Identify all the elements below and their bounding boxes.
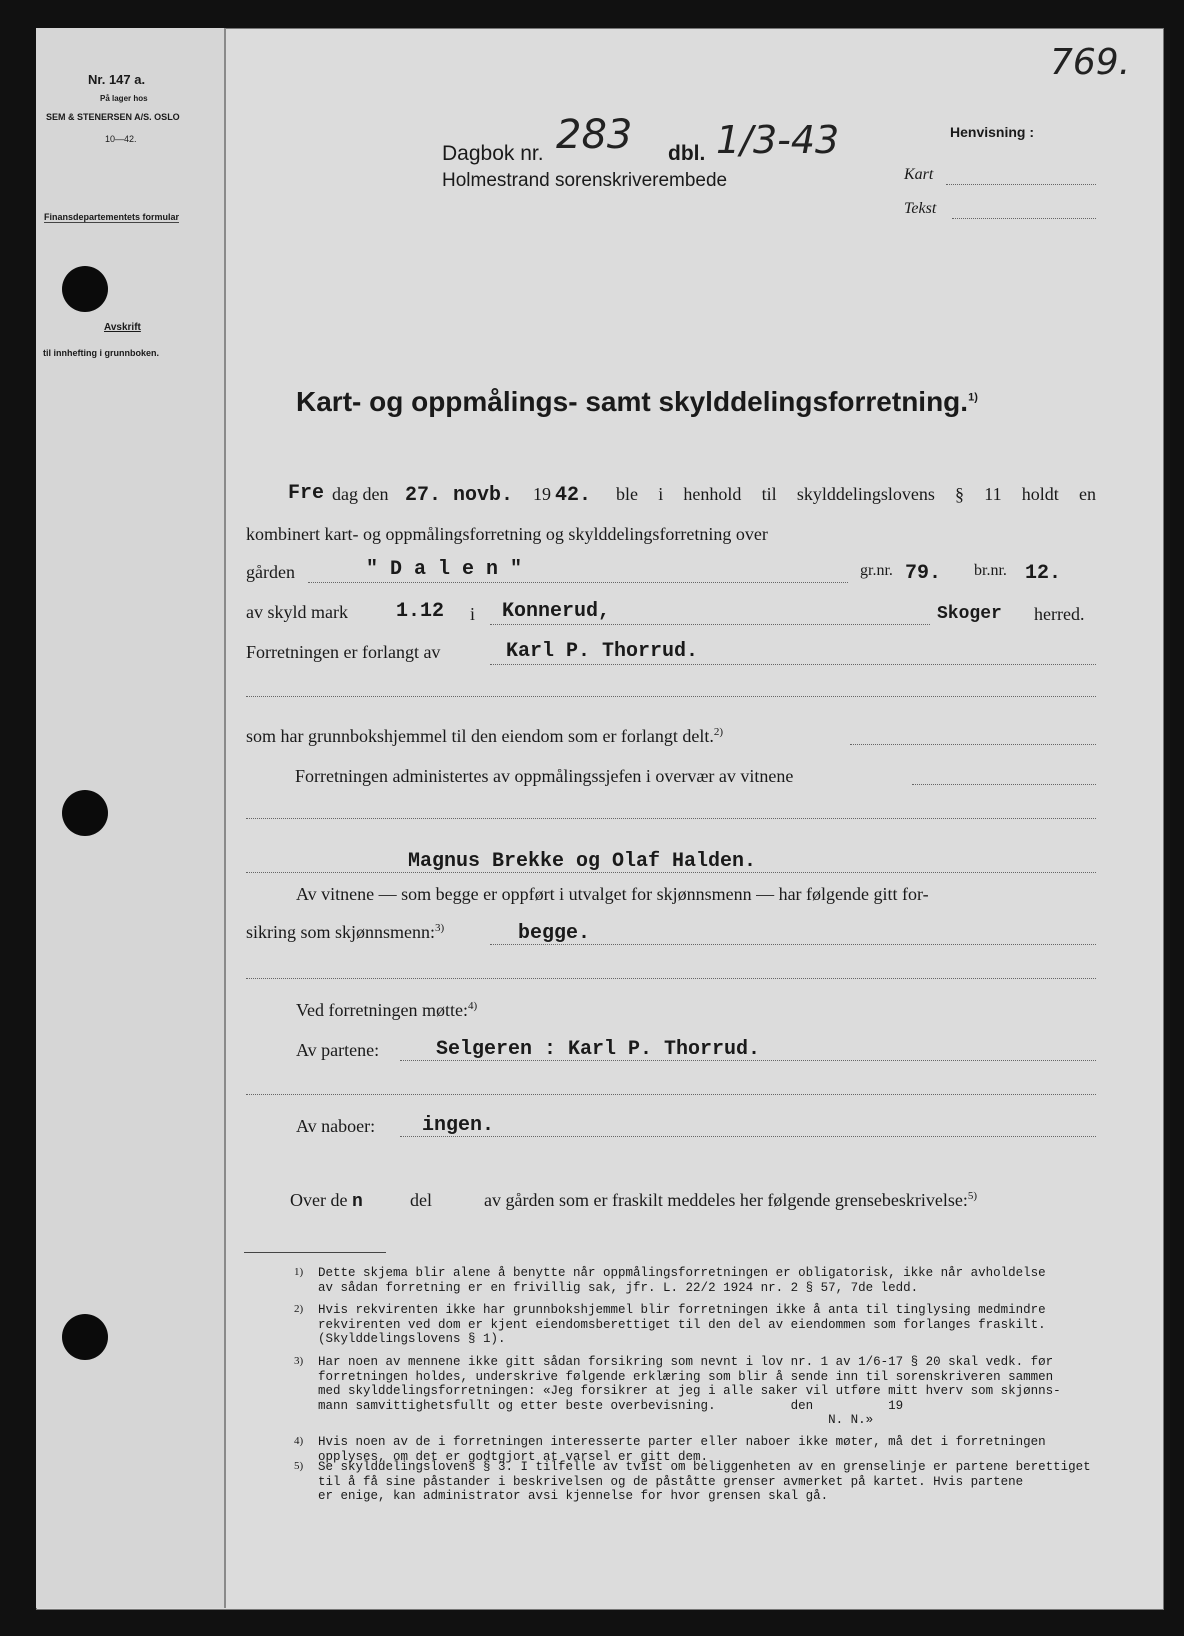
footnote-line: av sådan forretning er en frivillig sak, jfr. L. 22/2 1924 nr. 2 § 57, 7de ledd. — [318, 1280, 919, 1295]
vitnene-footnote-ref: 3) — [435, 922, 445, 934]
punch-hole-middle — [62, 790, 108, 836]
over-footnote-ref: 5) — [967, 1190, 977, 1202]
tekst-line — [952, 218, 1096, 219]
footnote-number: 2) — [294, 1303, 304, 1315]
footnote-line: Dette skjema blir alene å benytte når oppmålingsforretningen er obligatorisk, ikke når avholdelse — [318, 1266, 1046, 1280]
avskrift-label: Avskrift — [104, 322, 141, 333]
garden-name: " D a l e n " — [366, 558, 523, 581]
footnote-line: Se skylddelingslovens § 3. I tilfelle av tvist om beliggenheten av en grenselinje er partene berettiget — [318, 1460, 1091, 1474]
dagbok-date: 1/3-43 — [716, 118, 840, 162]
tekst-label: Tekst — [904, 200, 937, 217]
blank-line-2 — [246, 818, 1096, 819]
vitnene-line1: Av vitnene — som begge er oppført i utvalget for skjønnsmenn — har følgende gitt for- — [296, 884, 929, 904]
year-prefix: 19 — [533, 484, 551, 504]
blank-line-3 — [246, 978, 1096, 979]
forlangt-line — [490, 664, 1096, 665]
place-name: Konnerud, — [502, 600, 611, 623]
blank-line-1 — [246, 696, 1096, 697]
grunnbok-text — [246, 726, 723, 747]
naboer-line — [400, 1136, 1096, 1137]
forlangt-name: Karl P. Thorrud. — [506, 640, 699, 663]
year-typed: 42. — [555, 484, 592, 507]
footnote-line: Hvis noen av de i forretningen interesserte parter eller naboer ikke møter, må det i forretningen — [318, 1435, 1046, 1449]
dag-den-label: dag den — [332, 484, 389, 504]
witnesses-typed: Magnus Brekke og Olaf Halden. — [408, 850, 757, 873]
office-name: Holmestrand sorenskriverembede — [442, 170, 728, 191]
form-number: Nr. 147 a. — [88, 72, 146, 87]
footnote-number: 3) — [294, 1355, 304, 1367]
partene-value: Selgeren : Karl P. Thorrud. — [436, 1038, 761, 1061]
vitnene-line — [490, 944, 1096, 945]
footnote-number: 4) — [294, 1435, 304, 1447]
witnesses-line — [246, 872, 1096, 873]
grunnbok-line: som har grunnbokshjemmel til den eiendom som er forlangt delt. — [246, 726, 714, 746]
grnr-value: 79. — [905, 562, 942, 585]
footnote-line: N. N.» — [318, 1413, 874, 1427]
vitnene-text: sikring som skjønnsmenn: — [246, 922, 436, 942]
printer-line2: SEM & STENERSEN A/S. OSLO — [46, 112, 180, 122]
forlangt-label: Forretningen er forlangt av — [246, 642, 441, 662]
footnote-number: 5) — [294, 1460, 304, 1472]
footnote-number: 1) — [294, 1266, 304, 1278]
printer-line1: På lager hos — [100, 94, 148, 103]
footnote-line: rekvirenten ved dom er kjent eiendomsberettiget til den del av eiendommen som forlanges fraskilt. — [318, 1317, 1046, 1332]
partene-label: Av partene: — [296, 1040, 380, 1060]
vitnene-line2 — [246, 922, 444, 943]
footnote-line: Hvis rekvirenten ikke har grunnbokshjemmel blir forretningen ikke å anta til tinglysing medmindre — [318, 1303, 1046, 1317]
naboer-value: ingen. — [422, 1114, 495, 1137]
footnote-line: (Skylddelingslovens § 1). — [318, 1332, 506, 1346]
skyld-value: 1.12 — [396, 600, 445, 623]
title-text: Kart- og oppmålings- samt skylddelingsforretning. — [296, 386, 969, 417]
dagbok-label: Dagbok nr. — [442, 142, 544, 165]
herred-label: herred. — [1034, 604, 1085, 624]
partene-line — [400, 1060, 1096, 1061]
henvisning-label: Henvisning : — [950, 124, 1035, 140]
grunnbok-tail-line — [850, 744, 1096, 745]
herred-name: Skoger — [937, 604, 1002, 624]
title-footnote-ref: 1) — [968, 391, 978, 404]
over-n-typed: n — [352, 1192, 363, 1212]
innhefting-label: til innhefting i grunnboken. — [43, 348, 159, 358]
admin-tail-line — [912, 784, 1096, 785]
footnote-rule — [244, 1252, 386, 1253]
footnote-line: er enige, kan administrator avsi kjennelse for hvor grensen skal gå. — [318, 1489, 829, 1503]
admin-text: Forretningen administertes av oppmålingssjefen i overvær av vitnene — [295, 766, 794, 786]
garden-line — [308, 582, 848, 583]
kart-line — [946, 184, 1096, 185]
dagbok-number: 283 — [556, 112, 633, 158]
printer-date: 10—42. — [105, 134, 137, 144]
over-del-label: del — [410, 1190, 432, 1210]
punch-hole-top — [62, 266, 108, 312]
footnote-line: med skylddelingsforretningen: «Jeg forsikrer at jeg i alle saker vil utføre mitt hverv som skjønns- — [318, 1384, 1061, 1398]
over-rest — [484, 1190, 977, 1211]
i-label: i — [470, 604, 476, 624]
over-rest-text: av gården som er fraskilt meddeles her følgende grensebeskrivelse: — [484, 1190, 968, 1210]
vitnene-value: begge. — [518, 922, 591, 945]
document-title — [296, 386, 978, 418]
footnote-line: mann samvittighetsfullt og etter beste overbevisning. den 19 — [318, 1398, 904, 1413]
motte-text: Ved forretningen møtte: — [296, 1000, 468, 1020]
fre-typed: Fre — [288, 482, 325, 505]
over-de-label: Over de — [290, 1190, 348, 1210]
footnote-line: Har noen av mennene ikke gitt sådan forsikring som nevnt i lov nr. 1 av 1/6-17 § 20 skal vedk. før — [318, 1355, 1054, 1369]
line1-rest: ble i henhold til skylddelingslovens § 11 holdt en — [616, 484, 1096, 504]
motte-label — [296, 1000, 477, 1021]
motte-footnote-ref: 4) — [467, 1000, 478, 1012]
grnr-label: gr.nr. — [860, 562, 893, 579]
footnote-line: til å få sine påstander i beskrivelsen og de påståtte grenser avmerket på kartet. Hvis partene — [318, 1474, 1024, 1489]
blank-line-4 — [246, 1094, 1096, 1095]
skyld-label: av skyld mark — [246, 602, 348, 622]
grunnbok-footnote-ref: 2) — [713, 726, 724, 738]
footnote-line: opplyses, om det er godtgjort at varsel er gitt dem. — [318, 1449, 709, 1464]
naboer-label: Av naboer: — [296, 1116, 376, 1136]
dbl-label: dbl. — [668, 142, 706, 165]
brnr-value: 12. — [1025, 562, 1062, 585]
kart-label: Kart — [904, 166, 934, 183]
page-number: 769. — [1050, 42, 1131, 83]
form-owner: Finansdepartementets formular — [44, 212, 180, 222]
footnote-line: forretningen holdes, underskrive følgende erklæring som blir å sende inn til sorenskriveren sammen — [318, 1369, 1054, 1384]
line2-text: kombinert kart- og oppmålingsforretning og skylddelingsforretning over — [246, 524, 768, 544]
brnr-label: br.nr. — [974, 562, 1007, 579]
garden-label: gården — [246, 562, 295, 582]
punch-hole-bottom — [62, 1314, 108, 1360]
place-line — [490, 624, 930, 625]
date-typed: 27. novb. — [405, 484, 514, 507]
